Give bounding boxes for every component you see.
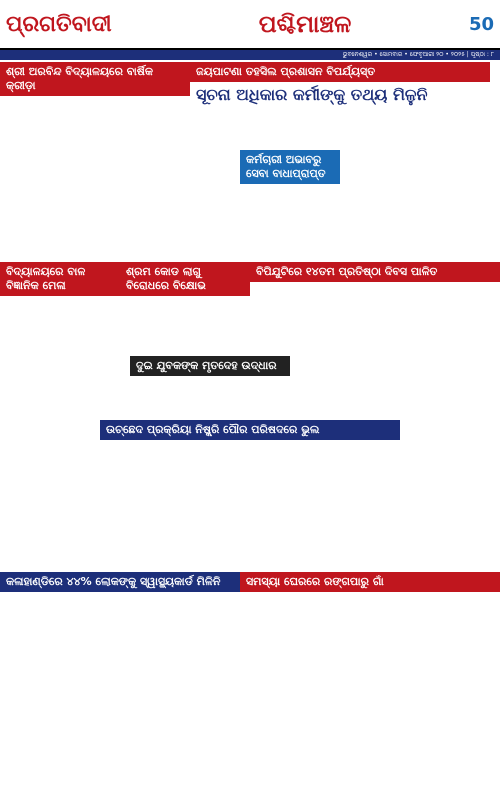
article-5 xyxy=(120,262,250,296)
article-4 xyxy=(0,262,120,296)
headline: କଳାହାଣ୍ଡିରେ ୪୪% ଲୋକଙ୍କୁ ସ୍ୱାସ୍ଥ୍ୟକାର୍ଡ ମିଳିନି xyxy=(0,572,240,592)
article-7 xyxy=(130,356,290,376)
article-9 xyxy=(0,572,240,592)
headline: ଶ୍ରମ କୋଡ ଲାଗୁ ବିରୋଧରେ ବିକ୍ଷୋଭ xyxy=(120,262,250,296)
headline: ବିଦ୍ୟାଳୟରେ ବାଳ ବିଜ୍ଞାନିକ ମେଳା xyxy=(0,262,120,296)
headline: ଉଚ୍ଛେଦ ପ୍ରକ୍ରିୟା ନିଷ୍କ୍ରି ପୌର ପରିଷଦରେ ଭୁଲ xyxy=(100,420,400,440)
newspaper-logo: ପ୍ରଗତିବାଦୀ xyxy=(6,11,112,37)
masthead xyxy=(0,0,500,50)
anniversary-badge: 50 xyxy=(468,13,494,35)
article-1 xyxy=(190,62,490,82)
article-0 xyxy=(0,62,190,96)
article-10 xyxy=(240,572,500,592)
article-6 xyxy=(250,262,500,282)
article-3 xyxy=(240,150,340,184)
article-8 xyxy=(100,420,400,440)
headline: ସୂଚନା ଅଧିକାର କର୍ମୀଙ୍କୁ ତଥ୍ୟ ମିଳୁନି xyxy=(190,82,490,108)
headline: ଦୁଇ ଯୁବକଙ୍କ ମୃତଦେହ ଉଦ୍ଧାର xyxy=(130,356,290,376)
headline: ଜୟପାଟଣା ତହସିଲ ପ୍ରଶାସନ ବିପର୍ଯ୍ୟସ୍ତ xyxy=(190,62,490,82)
article-2 xyxy=(190,82,490,108)
dateline: ଭୁବନେଶ୍ୱର • ସୋମବାର • ଫେବୃଆରୀ ୨୦ • ୨୦୨୫ | ପୃଷ୍ଠା : ୮ xyxy=(0,50,500,60)
headline: କର୍ମଚାରୀ ଅଭାବରୁ ସେବା ବାଧାପ୍ରାପ୍ତ xyxy=(240,150,340,184)
edition-title: ପଶ୍ଚିମାଞ୍ଚଳ xyxy=(258,10,352,38)
headline: ସମସ୍ୟା ଘେରରେ ରଙ୍ଗପାରୁ ଗାଁ xyxy=(240,572,500,592)
headline: ଶ୍ରୀ ଅରବିନ୍ଦ ବିଦ୍ୟାଳୟରେ ବାର୍ଷିକ କ୍ରୀଡ଼ା xyxy=(0,62,190,96)
headline: ବିପିଯୁଟିରେ ୧୪ତମ ପ୍ରତିଷ୍ଠା ଦିବସ ପାଳିତ xyxy=(250,262,500,282)
